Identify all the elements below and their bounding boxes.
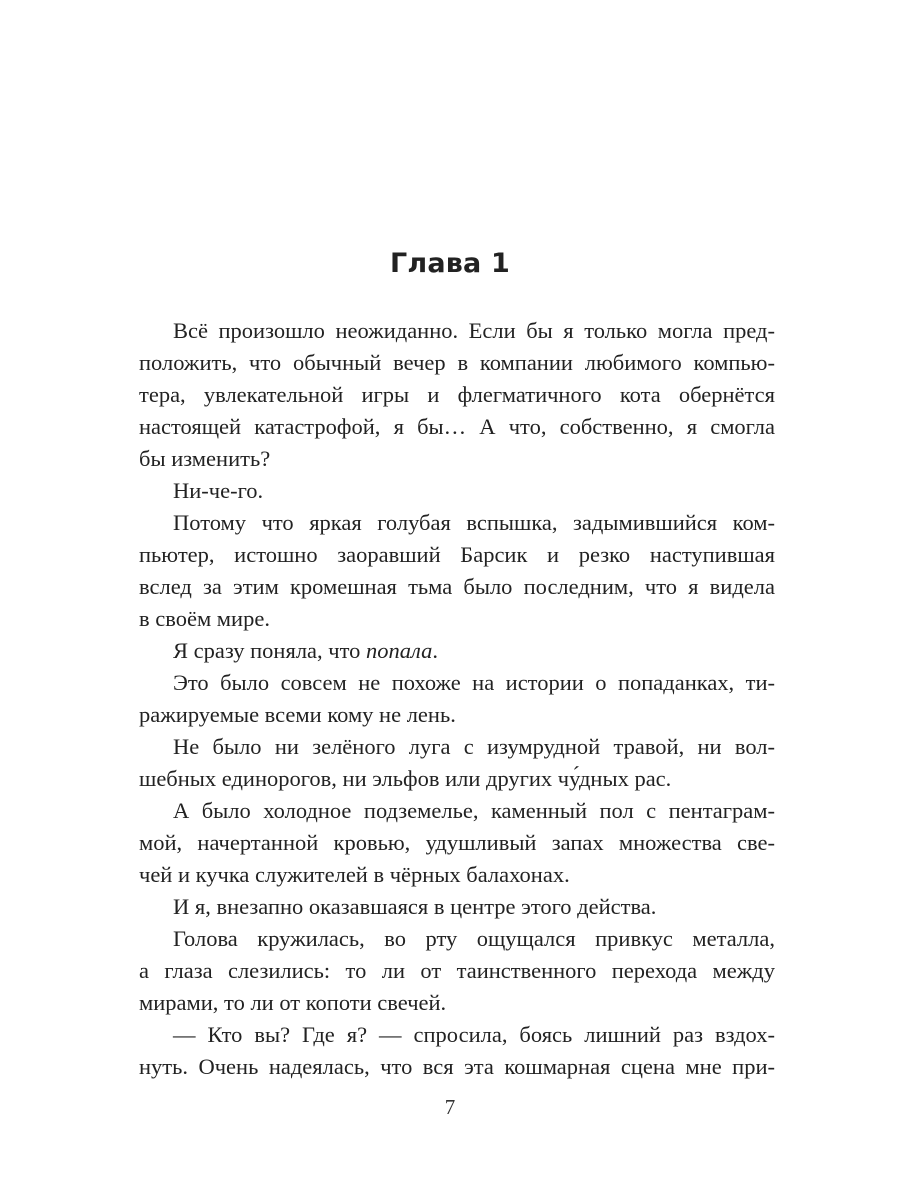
emphasized-word: попала	[366, 638, 433, 663]
text-line: Голова кружилась, во рту ощущался привкус металла,	[173, 926, 775, 951]
text-run: Я сразу поняла, что	[173, 638, 367, 663]
text-line: нуть. Очень надеялась, что вся эта кошмарная сцена мне при-	[139, 1054, 775, 1079]
chapter-body	[139, 315, 775, 1083]
text-line: шебных единорогов, ни эльфов или других чу́дных рас.	[139, 766, 672, 791]
text-line: пьютер, истошно заоравший Барсик и резко наступившая	[139, 542, 775, 567]
text-line: ражируемые всеми кому не лень.	[139, 702, 456, 727]
page-number: 7	[444, 1095, 456, 1119]
text-line: Всё произошло неожиданно. Если бы я только могла пред-	[173, 318, 775, 343]
text-run: .	[432, 638, 438, 663]
text-line: вслед за этим кромешная тьма было последним, что я видела	[139, 574, 775, 599]
text-line: Это было совсем не похоже на истории о попаданках, ти-	[173, 670, 775, 695]
text-line: настоящей катастрофой, я бы… А что, собственно, я смогла	[139, 414, 775, 439]
text-line: Не было ни зелёного луга с изумрудной травой, ни вол-	[173, 734, 775, 759]
chapter-title: Глава 1	[389, 248, 511, 279]
text-line	[139, 635, 775, 667]
text-line: Ни-че-го.	[173, 478, 264, 503]
text-line: И я, внезапно оказавшаяся в центре этого действа.	[173, 894, 657, 919]
text-line: А было холодное подземелье, каменный пол с пентаграм-	[173, 798, 775, 823]
text-line: в своём мире.	[139, 606, 270, 631]
text-line: чей и кучка служителей в чёрных балахонах.	[139, 862, 570, 887]
text-line: мирами, то ли от копоти свечей.	[139, 990, 447, 1015]
text-line: а глаза слезились: то ли от таинственного перехода между	[139, 958, 775, 983]
text-line: — Кто вы? Где я? — спросила, боясь лишний раз вздох-	[173, 1022, 775, 1047]
text-line: бы изменить?	[139, 446, 271, 471]
text-line: положить, что обычный вечер в компании любимого компью-	[139, 350, 775, 375]
text-line: мой, начертанной кровью, удушливый запах множества све-	[139, 830, 775, 855]
text-line: Потому что яркая голубая вспышка, задымившийся ком-	[173, 510, 775, 535]
text-line: тера, увлекательной игры и флегматичного кота обернётся	[139, 382, 775, 407]
